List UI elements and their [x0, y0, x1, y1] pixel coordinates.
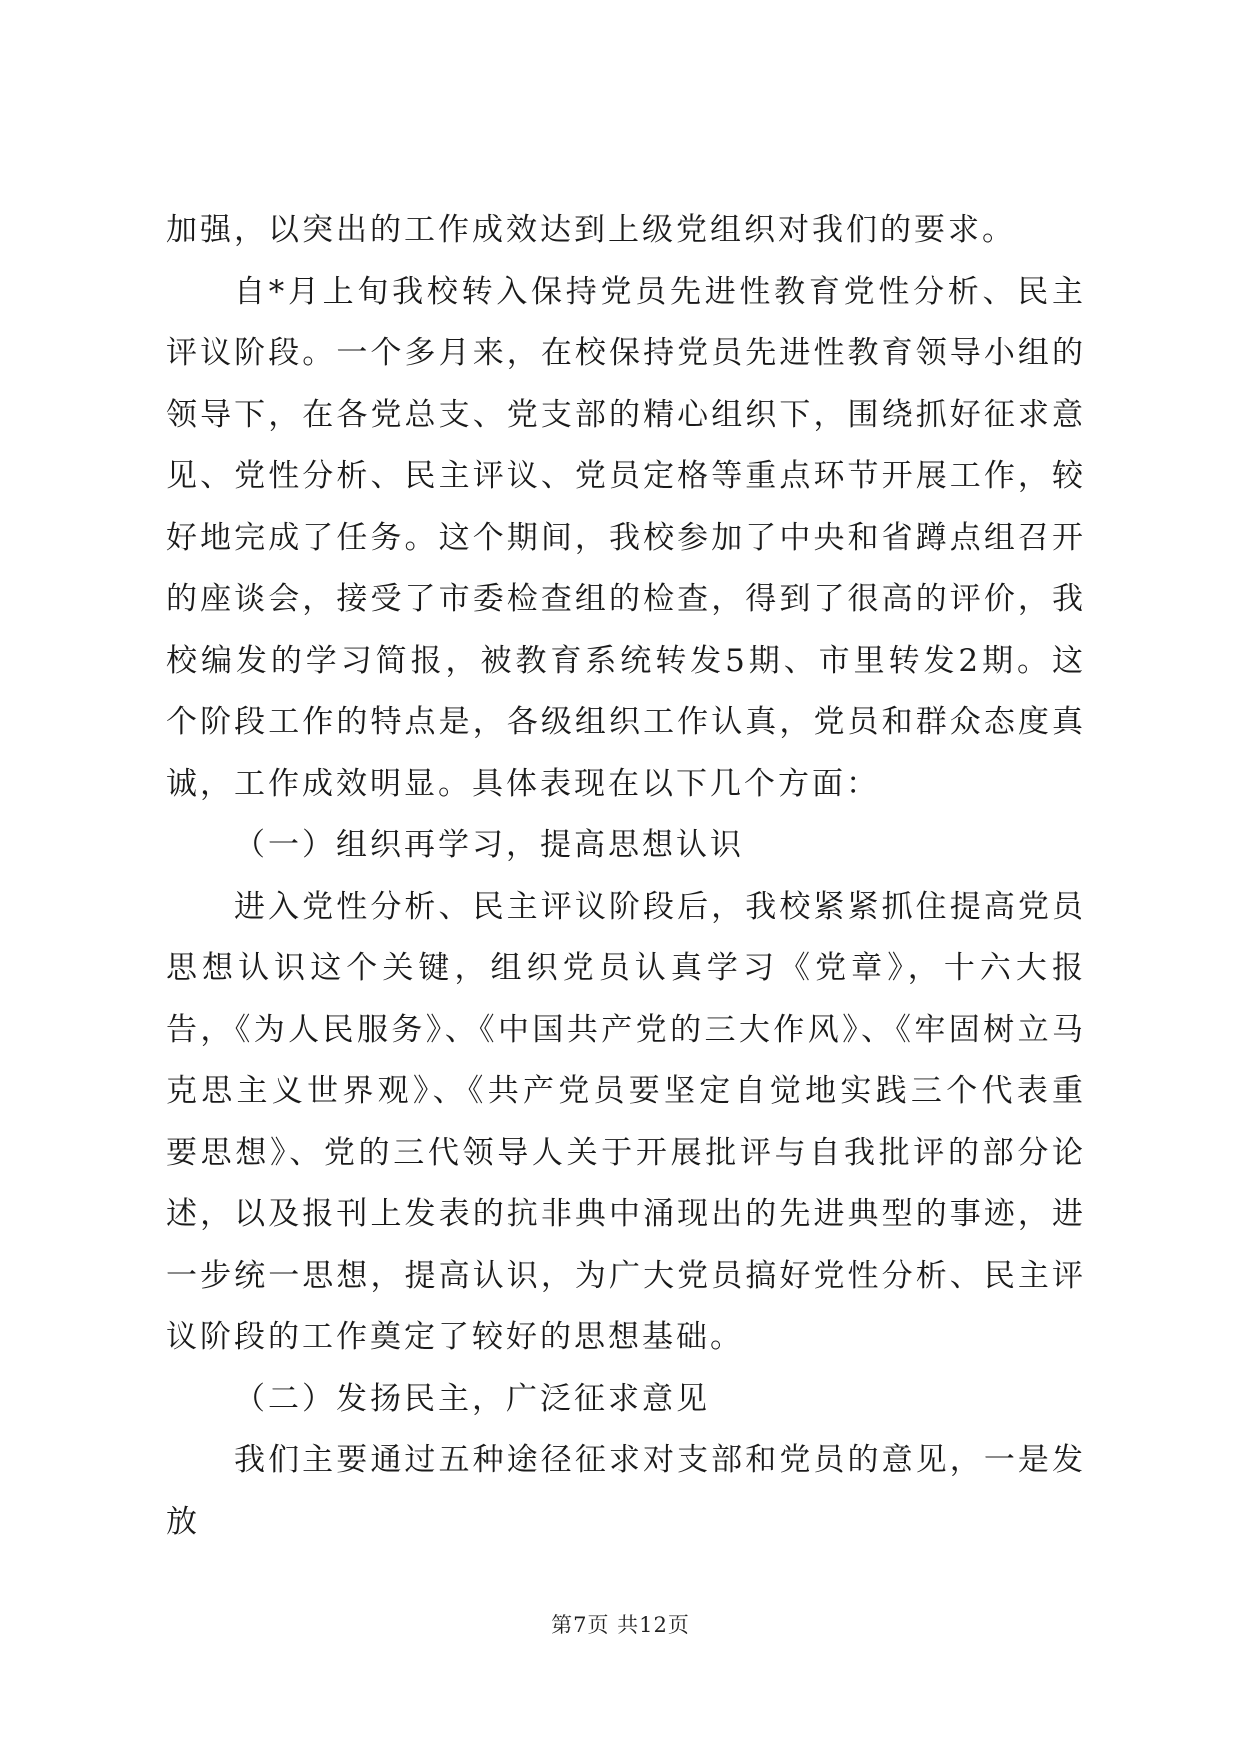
- section-heading-1: （一）组织再学习，提高思想认识: [234, 827, 744, 863]
- paragraph-continuation: 加强，以突出的工作成效达到上级党组织对我们的要求。: [166, 212, 1016, 248]
- paragraph-stage-summary: 自*月上旬我校转入保持党员先进性教育党性分析、民主评议阶段。一个多月来，在校保持党员先进性教育领导小组的领导下，在各党总支、党支部的精心组织下，围绕抓好征求意见、党性分析、民主评议、党员定格等重点环节开展工作，较好地完成了任务。这个期间，我校参加了中央和省蹲点组召开的座谈会，接受了市委检查组的检查，得到了很高的评价，我校编发的学习简报，被教育系统转发5期、市里转发2期。这个阶段工作的特点是，各级组织工作认真，党员和群众态度真诚，工作成效明显。具体表现在以下几个方面：: [166, 273, 1086, 802]
- paragraph-opinions: 我们主要通过五种途径征求对支部和党员的意见，一是发放: [166, 1442, 1086, 1540]
- page-footer: 第7页 共12页: [551, 1613, 690, 1637]
- document-body: [166, 200, 1086, 1553]
- section-heading-2: （二）发扬民主，广泛征求意见: [234, 1380, 710, 1417]
- paragraph-study: 进入党性分析、民主评议阶段后，我校紧紧抓住提高党员思想认识这个关键，组织党员认真学习《党章》，十六大报告，《为人民服务》、《中国共产党的三大作风》、《牢固树立马克思主义世界观》、《共产党员要坚定自觉地实践三个代表重要思想》、党的三代领导人关于开展批评与自我批评的部分论述，以及报刊上发表的抗非典中涌现出的先进典型的事迹，进一步统一思想，提高认识，为广大党员搞好党性分析、民主评议阶段的工作奠定了较好的思想基础。: [166, 888, 1086, 1355]
